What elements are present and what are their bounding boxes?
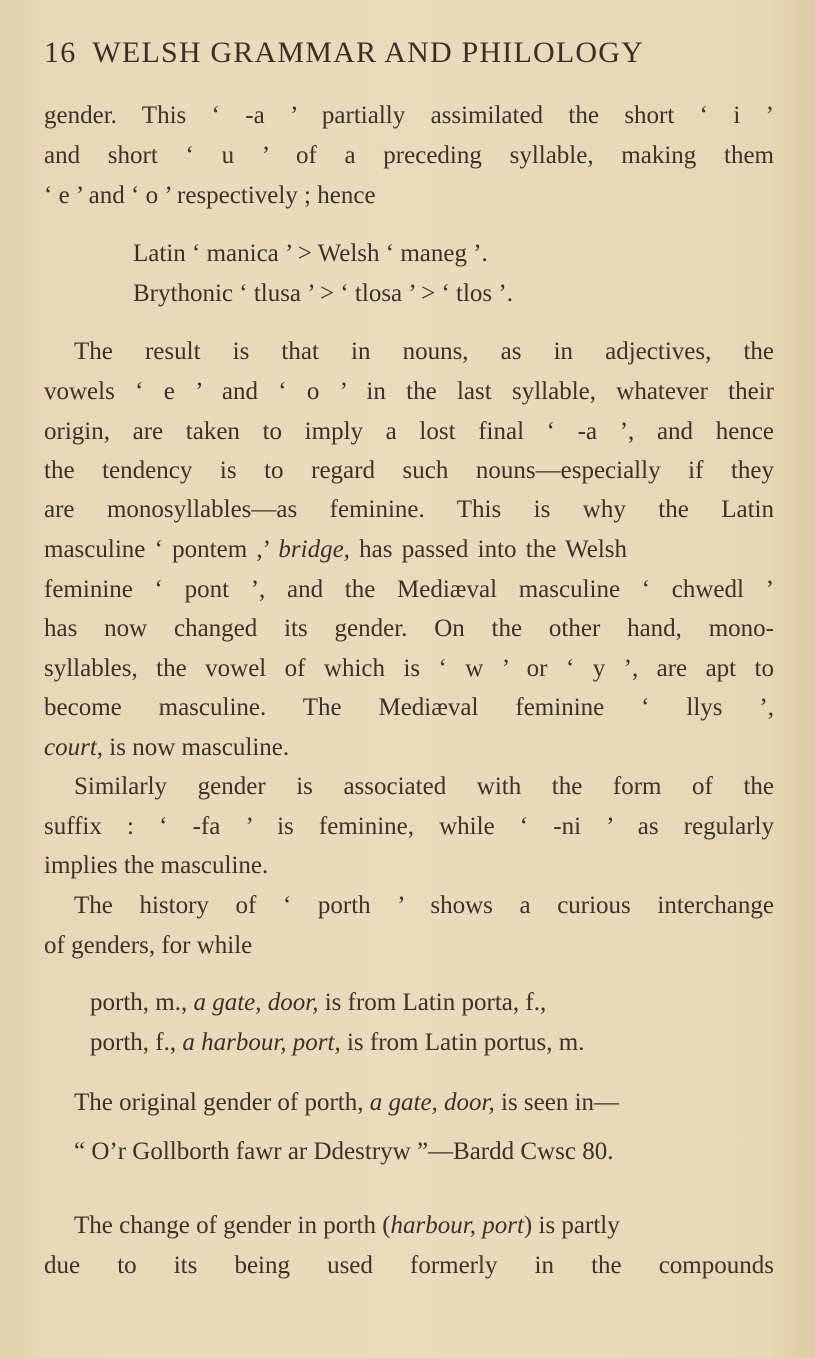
text-line: feminine ‘ pont ’, and the Mediæval masculine ‘ chwedl ’ — [44, 576, 774, 603]
italic-gloss: harbour, port — [390, 1212, 524, 1239]
text-line — [44, 733, 774, 763]
text-line: The history of ‘ porth ’ shows a curious interchange — [74, 892, 774, 919]
text-line: are monosyllables—as feminine. This is why the Latin — [44, 496, 774, 523]
text-span: is now masculine. — [103, 734, 290, 761]
text-span: has passed into the Welsh — [349, 536, 627, 563]
text-line: and short ‘ u ’ of a preceding syllable, making them — [44, 142, 774, 169]
text-span: porth, m., — [90, 989, 194, 1016]
text-line: due to its being used formerly in the compounds — [44, 1252, 774, 1279]
text-line: suffix : ‘ -fa ’ is feminine, while ‘ -ni ’ as regularly — [44, 813, 774, 840]
italic-gloss: court, — [44, 734, 104, 761]
text-span: The original gender of porth, — [74, 1089, 370, 1116]
page-number: 16 — [44, 36, 77, 69]
example-line: Brythonic ‘ tlusa ’ > ‘ tlosa ’ > ‘ tlos ’. — [133, 280, 513, 307]
italic-gloss: a harbour, port, — [182, 1029, 341, 1056]
text-span: is from Latin porta, f., — [318, 989, 547, 1016]
text-line: of genders, for while — [44, 932, 253, 959]
text-line: vowels ‘ e ’ and ‘ o ’ in the last syllable, whatever their — [44, 378, 774, 405]
text-line: ‘ e ’ and ‘ o ’ respectively ; hence — [44, 182, 376, 209]
text-span: is seen in— — [494, 1089, 620, 1116]
text-span: porth, f., — [90, 1029, 183, 1056]
italic-gloss: a gate, door, — [369, 1089, 495, 1116]
text-line: syllables, the vowel of which is ‘ w ’ or ‘ y ’, are apt to — [44, 655, 774, 682]
text-line: implies the masculine. — [44, 852, 269, 879]
text-line — [44, 535, 774, 565]
text-line: The result is that in nouns, as in adjectives, the — [74, 338, 774, 365]
example-line — [90, 988, 780, 1018]
text-line: Similarly gender is associated with the form of the — [74, 773, 774, 800]
text-line — [74, 1088, 774, 1118]
example-line: Latin ‘ manica ’ > Welsh ‘ maneg ’. — [133, 240, 488, 267]
example-line — [90, 1028, 780, 1058]
text-line: become masculine. The Mediæval feminine ‘ llys ’, — [44, 694, 774, 721]
text-span: masculine ‘ pontem ,’ — [44, 536, 279, 563]
text-span: is from Latin portus, m. — [340, 1029, 585, 1056]
text-line: the tendency is to regard such nouns—especially if they — [44, 457, 774, 484]
running-header — [44, 36, 774, 70]
quotation-line: “ O’r Gollborth fawr ar Ddestryw ”—Bardd Cwsc 80. — [74, 1138, 614, 1165]
running-title: WELSH GRAMMAR AND PHILOLOGY — [92, 36, 644, 69]
text-span: The change of gender in porth ( — [74, 1212, 391, 1239]
text-line: origin, are taken to imply a lost final ‘ -a ’, and hence — [44, 418, 774, 445]
italic-gloss: a gate, door, — [193, 989, 319, 1016]
text-line: has now changed its gender. On the other hand, mono- — [44, 615, 774, 642]
text-span: ) is partly — [523, 1212, 620, 1239]
text-line — [74, 1211, 774, 1241]
italic-gloss: bridge, — [278, 536, 350, 563]
text-line: gender. This ‘ -a ’ partially assimilated the short ‘ i ’ — [44, 102, 774, 129]
